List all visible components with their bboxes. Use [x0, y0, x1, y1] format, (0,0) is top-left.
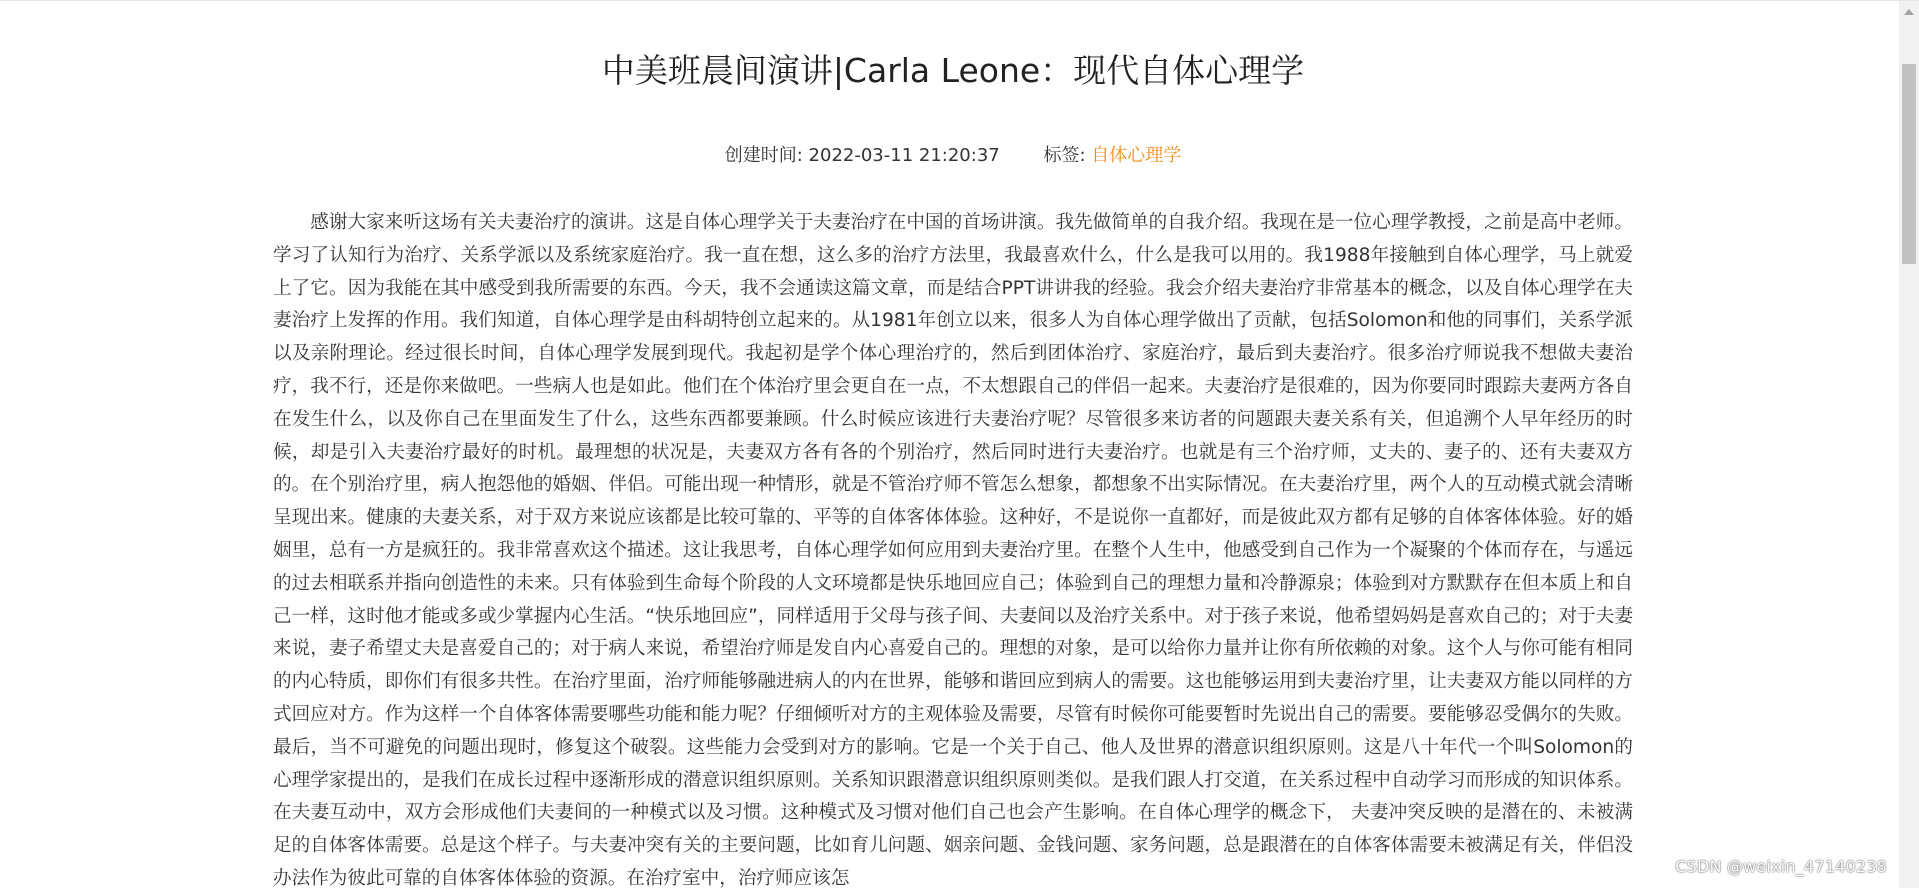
scroll-up-arrow-icon[interactable] — [1904, 9, 1914, 15]
watermark: CSDN @weixin_47140238 — [1675, 857, 1887, 876]
vertical-scrollbar[interactable] — [1899, 1, 1919, 888]
tags-label: 标签: — [1043, 145, 1086, 166]
created-time-label: 创建时间: — [724, 145, 803, 166]
article-meta — [273, 143, 1633, 169]
scroll-thumb[interactable] — [1902, 64, 1916, 264]
article-title: 中美班晨间演讲|Carla Leone：现代自体心理学 — [601, 51, 1305, 90]
article — [273, 1, 1633, 888]
article-body: 感谢大家来听这场有关夫妻治疗的演讲。这是自体心理学关于夫妻治疗在中国的首场讲演。我先做简单的自我介绍。我现在是一位心理学教授，之前是高中老师。学习了认知行为治疗、关系学派以及系统家庭治疗。我一直在想，这么多的治疗方法里，我最喜欢什么，什么是我可以用的。我1988年接触到自体心理学，马上就爱上了它。因为我能在其中感受到我所需要的东西。今天，我不会通读这篇文章，而是结合PPT讲讲我的经验。我会介绍夫妻治疗非常基本的概念，以及自体心理学在夫妻治疗上发挥的作用。我们知道，自体心理学是由科胡特创立起来的。从1981年创立以来，很多人为自体心理学做出了贡献，包括Solomon和他的同事们，关系学派以及亲附理论。经过很长时间，自体心理学发展到现代。我起初是学个体心理治疗的，然后到团体治疗、家庭治疗，最后到夫妻治疗。很多治疗师说我不想做夫妻治疗，我不行，还是你来做吧。一些病人也是如此。他们在个体治疗里会更自在一点，不太想跟自己的伴侣一起来。夫妻治疗是很难的，因为你要同时跟踪夫妻两方各自在发生什么，以及你自己在里面发生了什么，这些东西都要兼顾。什么时候应该进行夫妻治疗呢？尽管很多来访者的问题跟夫妻关系有关，但追溯个人早年经历的时候，却是引入夫妻治疗最好的时机。最理想的状况是，夫妻双方各有各的个别治疗，然后同时进行夫妻治疗。也就是有三个治疗师，丈夫的、妻子的、还有夫妻双方的。在个别治疗里，病人抱怨他的婚姻、伴侣。可能出现一种情形，就是不管治疗师不管怎么想象，都想象不出实际情况。在夫妻治疗里，两个人的互动模式就会清晰呈现出来。健康的夫妻关系，对于双方来说应该都是比较可靠的、平等的自体客体体验。这种好，不是说你一直都好，而是彼此双方都有足够的自体客体体验。好的婚姻里，总有一方是疯狂的。我非常喜欢这个描述。这让我思考，自体心理学如何应用到夫妻治疗里。在整个人生中，他感受到自己作为一个凝聚的个体而存在，与遥远的过去相联系并指向创造性的未来。只有体验到生命每个阶段的人文环境都是快乐地回应自己；体验到自己的理想力量和冷静源泉；体验到对方默默存在但本质上和自己一样，这时他才能或多或少掌握内心生活。“快乐地回应”，同样适用于父母与孩子间、夫妻间以及治疗关系中。对于孩子来说，他希望妈妈是喜欢自己的；对于夫妻来说，妻子希望丈夫是喜爱自己的；对于病人来说，希望治疗师是发自内心喜爱自己的。理想的对象，是可以给你力量并让你有所依赖的对象。这个人与你可能有相同的内心特质，即你们有很多共性。在治疗里面，治疗师能够融进病人的内在世界，能够和谐回应到病人的需要。这也能够运用到夫妻治疗里，让夫妻双方能以同样的方式回应对方。作为这样一个自体客体需要哪些功能和能力呢？仔细倾听对方的主观体验及需要，尽管有时候你可能要暂时先说出自己的需要。要能够忍受偶尔的失败。最后，当不可避免的问题出现时，修复这个破裂。这些能力会受到对方的影响。它是一个关于自己、他人及世界的潜意识组织原则。这是八十年代一个叫Solomon的心理学家提出的，是我们在成长过程中逐渐形成的潜意识组织原则。关系知识跟潜意识组织原则类似。是我们跟人打交道，在关系过程中自动学习而形成的知识体系。在夫妻互动中，双方会形成他们夫妻间的一种模式以及习惯。这种模式及习惯对他们自己也会产生影响。在自体心理学的概念下， 夫妻冲突反映的是潜在的、未被满足的自体客体需要。总是这个样子。与夫妻冲突有关的主要问题，比如育儿问题、姻亲问题、金钱问题、家务问题，总是跟潜在的自体客体需要未被满足有关，伴侣没办法作为彼此可靠的自体客体体验的资源。在治疗室中，治疗师应该怎 — [273, 212, 1633, 888]
tag-link[interactable]: 自体心理学 — [1091, 145, 1182, 166]
created-time-value: 2022-03-11 21:20:37 — [808, 145, 1000, 166]
